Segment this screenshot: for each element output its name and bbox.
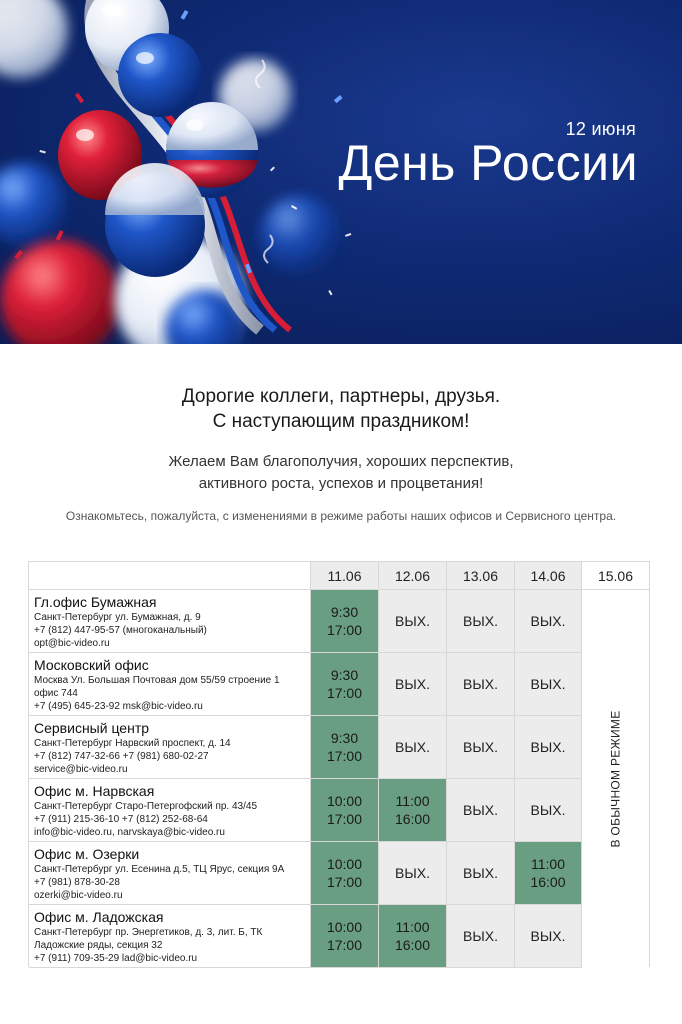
close-time: 17:00 bbox=[326, 622, 363, 638]
wishes-line-1: Желаем Вам благополучия, хороших перспектив, bbox=[168, 453, 514, 470]
wishes-block bbox=[0, 451, 682, 495]
office-name: Гл.офис Бумажная bbox=[34, 594, 157, 610]
day-off-cell: ВЫХ. bbox=[447, 842, 515, 905]
day-off-cell: ВЫХ. bbox=[447, 653, 515, 716]
close-time: 16:00 bbox=[394, 937, 431, 953]
day-off-cell: ВЫХ. bbox=[379, 590, 447, 653]
working-hours-cell bbox=[311, 653, 379, 716]
day-off-cell: ВЫХ. bbox=[447, 905, 515, 968]
office-detail-line: +7 (812) 447-95-57 (многоканальный) bbox=[34, 625, 207, 636]
greeting-line-1: Дорогие коллеги, партнеры, друзья. bbox=[181, 386, 501, 407]
day-off-cell: ВЫХ. bbox=[515, 779, 582, 842]
office-detail-line: Санкт-Петербург пр. Энергетиков, д. 3, лит. Б, ТК bbox=[34, 927, 263, 938]
date-header-4: 15.06 bbox=[582, 562, 649, 590]
holiday-banner bbox=[0, 0, 682, 344]
office-detail-line: Санкт-Петербург ул. Есенина д.5, ТЦ Ярус, секция 9А bbox=[34, 864, 285, 875]
close-time: 17:00 bbox=[326, 811, 363, 827]
office-name: Офис м. Ладожская bbox=[34, 909, 164, 925]
day-off-cell: ВЫХ. bbox=[515, 716, 582, 779]
day-off-cell: ВЫХ. bbox=[379, 716, 447, 779]
date-header-2: 13.06 bbox=[447, 562, 515, 590]
office-detail-line: Москва Ул. Большая Почтовая дом 55/59 строение 1 bbox=[34, 675, 280, 686]
office-cell bbox=[29, 779, 311, 842]
office-name: Московский офис bbox=[34, 657, 149, 673]
wishes-line-2: активного роста, успехов и процветания! bbox=[198, 475, 484, 492]
working-hours-cell bbox=[515, 842, 582, 905]
day-off-cell: ВЫХ. bbox=[379, 842, 447, 905]
working-hours-cell bbox=[311, 842, 379, 905]
office-detail-line: Санкт-Петербург Старо-Петергофский пр. 43/45 bbox=[34, 801, 258, 812]
day-off-cell: ВЫХ. bbox=[447, 716, 515, 779]
open-time: 10:00 bbox=[326, 793, 363, 809]
close-time: 17:00 bbox=[326, 748, 363, 764]
close-time: 17:00 bbox=[326, 685, 363, 701]
office-detail-line: info@bic-video.ru, narvskaya@bic-video.ru bbox=[34, 827, 225, 838]
office-cell bbox=[29, 842, 311, 905]
holiday-date: 12 июня bbox=[565, 119, 636, 139]
close-time: 16:00 bbox=[394, 811, 431, 827]
date-header-3: 14.06 bbox=[515, 562, 582, 590]
schedule-table bbox=[28, 561, 650, 967]
office-cell bbox=[29, 590, 311, 653]
day-off-cell: ВЫХ. bbox=[379, 653, 447, 716]
office-cell bbox=[29, 716, 311, 779]
day-off-cell: ВЫХ. bbox=[515, 590, 582, 653]
office-detail-line: Санкт-Петербург Нарвский проспект, д. 14 bbox=[34, 738, 231, 749]
open-time: 10:00 bbox=[326, 856, 363, 872]
office-name: Сервисный центр bbox=[34, 720, 150, 736]
day-off-cell: ВЫХ. bbox=[515, 905, 582, 968]
greeting-block bbox=[0, 384, 682, 434]
date-header-1: 12.06 bbox=[379, 562, 447, 590]
office-name: Офис м. Озерки bbox=[34, 846, 140, 862]
open-time: 10:00 bbox=[326, 919, 363, 935]
office-cell bbox=[29, 653, 311, 716]
working-hours-cell bbox=[311, 779, 379, 842]
office-detail-line: Ладожские ряды, секция 32 bbox=[34, 940, 163, 951]
close-time: 17:00 bbox=[326, 874, 363, 890]
open-time: 9:30 bbox=[330, 730, 359, 746]
office-detail-line: Санкт-Петербург ул. Бумажная, д. 9 bbox=[34, 612, 201, 623]
open-time: 11:00 bbox=[531, 856, 565, 872]
day-off-cell: ВЫХ. bbox=[515, 653, 582, 716]
open-time: 11:00 bbox=[395, 793, 430, 809]
office-detail-line: +7 (911) 709-35-29 lad@bic-video.ru bbox=[34, 953, 198, 964]
close-time: 17:00 bbox=[326, 937, 363, 953]
open-time: 9:30 bbox=[330, 667, 359, 683]
office-detail-line: +7 (911) 215-36-10 +7 (812) 252-68-64 bbox=[34, 814, 208, 825]
open-time: 11:00 bbox=[395, 919, 430, 935]
working-hours-cell bbox=[311, 905, 379, 968]
date-header-0: 11.06 bbox=[311, 562, 379, 590]
office-detail-line: +7 (812) 747-32-66 +7 (981) 680-02-27 bbox=[34, 751, 209, 762]
day-off-cell: ВЫХ. bbox=[447, 779, 515, 842]
office-cell bbox=[29, 905, 311, 968]
office-detail-line: ozerki@bic-video.ru bbox=[34, 890, 123, 901]
normal-mode-label: В ОБЫЧНОМ РЕЖИМЕ bbox=[608, 710, 623, 848]
office-detail-line: service@bic-video.ru bbox=[34, 764, 128, 775]
office-detail-line: opt@bic-video.ru bbox=[34, 638, 110, 649]
office-detail-line: +7 (495) 645-23-92 msk@bic-video.ru bbox=[34, 701, 203, 712]
open-time: 9:30 bbox=[330, 604, 359, 620]
holiday-title: День России bbox=[338, 135, 638, 191]
table-header-corner bbox=[29, 562, 311, 590]
office-detail-line: +7 (981) 878-30-28 bbox=[34, 877, 120, 888]
office-name: Офис м. Нарвская bbox=[34, 783, 155, 799]
day-off-cell: ВЫХ. bbox=[447, 590, 515, 653]
working-hours-cell bbox=[311, 590, 379, 653]
schedule-notice: Ознакомьтесь, пожалуйста, с изменениями в режиме работы наших офисов и Сервисного центра. bbox=[65, 509, 617, 523]
working-hours-cell bbox=[379, 779, 447, 842]
working-hours-cell bbox=[379, 905, 447, 968]
greeting-line-2: С наступающим праздником! bbox=[212, 411, 470, 432]
working-hours-cell bbox=[311, 716, 379, 779]
close-time: 16:00 bbox=[530, 874, 566, 890]
office-detail-line: офис 744 bbox=[34, 688, 78, 699]
normal-mode-cell bbox=[582, 590, 649, 968]
